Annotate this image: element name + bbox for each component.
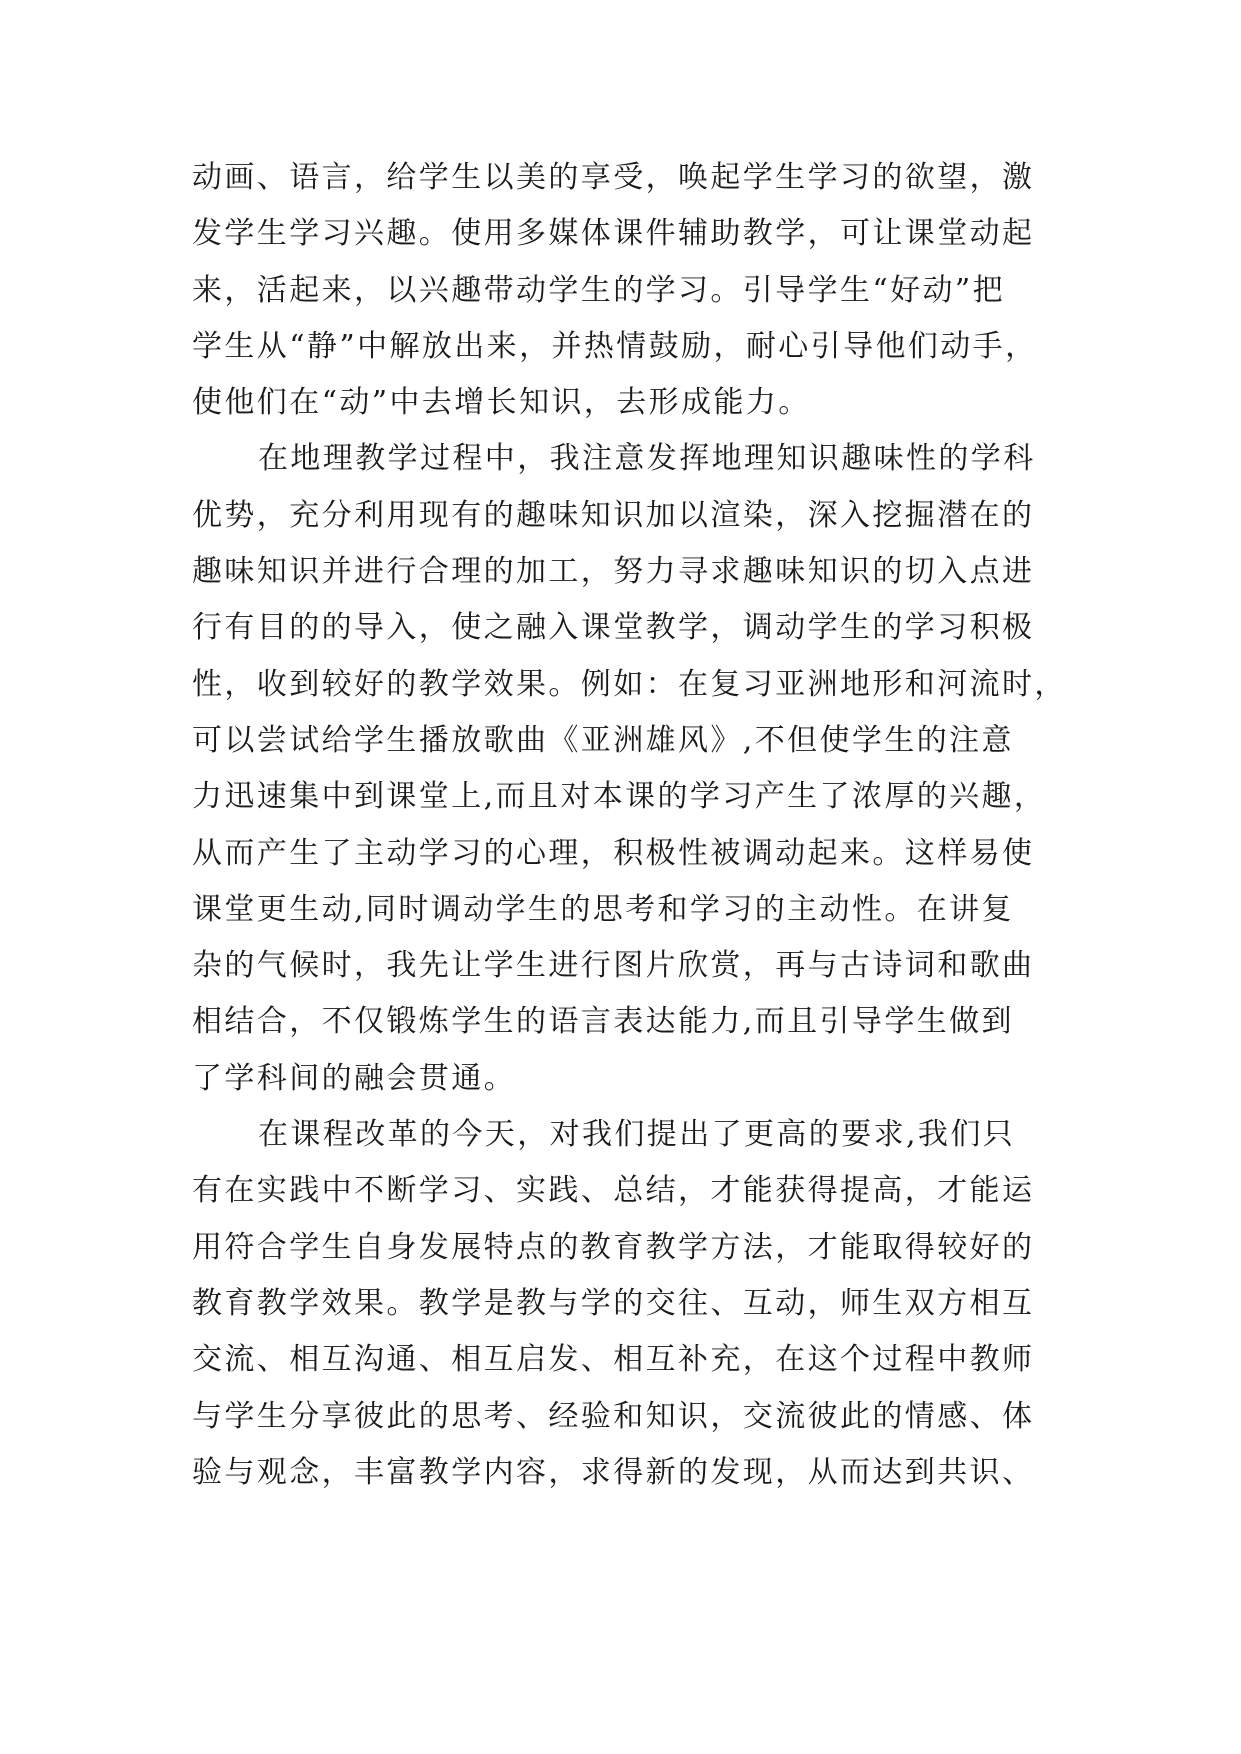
text-line: 了学科间的融会贯通。	[192, 1060, 516, 1096]
text-line: 趣味知识并进行合理的加工，努力寻求趣味知识的切入点进	[192, 554, 1035, 590]
text-line: 发学生学习兴趣。使用多媒体课件辅助教学，可让课堂动起	[192, 216, 1035, 252]
text-line: 学生从“静”中解放出来，并热情鼓励，耐心引导他们动手，	[192, 328, 1038, 364]
text-line: 验与观念，丰富教学内容，求得新的发现，从而达到共识、	[192, 1454, 1035, 1490]
text-line: 教育教学效果。教学是教与学的交往、互动，师生双方相互	[192, 1285, 1035, 1321]
text-line: 交流、相互沟通、相互启发、相互补充，在这个过程中教师	[192, 1342, 1035, 1378]
text-line: 力迅速集中到课堂上,而且对本课的学习产生了浓厚的兴趣，	[192, 779, 1047, 815]
text-line: 性，收到较好的教学效果。例如：在复习亚洲地形和河流时，	[192, 666, 1067, 702]
text-line: 与学生分享彼此的思考、经验和知识，交流彼此的情感、体	[192, 1398, 1035, 1434]
text-line: 杂的气候时，我先让学生进行图片欣赏，再与古诗词和歌曲	[192, 948, 1035, 984]
text-line: 可以尝试给学生播放歌曲《亚洲雄风》,不但使学生的注意	[192, 722, 1014, 758]
text-line: 从而产生了主动学习的心理，积极性被调动起来。这样易使	[192, 835, 1035, 871]
text-line: 相结合，不仅锻炼学生的语言表达能力,而且引导学生做到	[192, 1004, 1014, 1040]
paragraph-start-line: 在地理教学过程中，我注意发挥地理知识趣味性的学科	[258, 441, 1036, 477]
paragraph-start-line: 在课程改革的今天，对我们提出了更高的要求,我们只	[258, 1117, 1016, 1153]
text-line: 来，活起来，以兴趣带动学生的学习。引导学生“好动”把	[192, 272, 1006, 308]
text-line: 使他们在“动”中去增长知识，去形成能力。	[192, 385, 811, 421]
text-line: 行有目的的导入，使之融入课堂教学，调动学生的学习积极	[192, 610, 1035, 646]
text-line: 动画、语言，给学生以美的享受，唤起学生学习的欲望，激	[192, 160, 1035, 195]
text-line: 优势，充分利用现有的趣味知识加以渲染，深入挖掘潜在的	[192, 497, 1035, 533]
text-line: 用符合学生自身发展特点的教育教学方法，才能取得较好的	[192, 1229, 1035, 1265]
body-text	[192, 150, 1092, 1501]
text-line: 课堂更生动,同时调动学生的思考和学习的主动性。在讲复	[192, 891, 1014, 927]
text-line: 有在实践中不断学习、实践、总结，才能获得提高，才能运	[192, 1173, 1035, 1209]
